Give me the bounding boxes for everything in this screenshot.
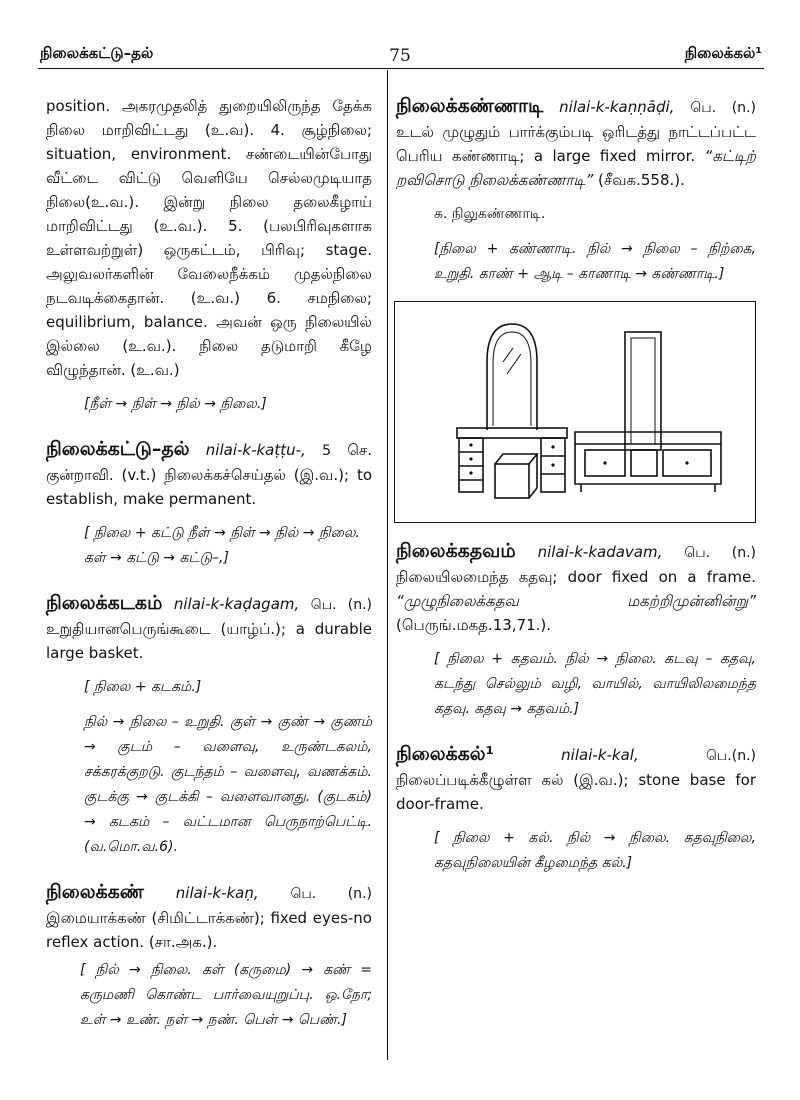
dictionary-entry — [46, 437, 372, 571]
entry-line — [46, 591, 372, 665]
running-head-right: நிலைக்கல்¹ — [684, 44, 762, 62]
entry-line — [396, 742, 756, 816]
standing-mirror-glass — [631, 338, 655, 444]
transliteration: nilai-k-kaḍagam, — [173, 595, 300, 613]
page-number-wrap — [0, 46, 800, 66]
headword: நிலைக்கதவம் — [396, 540, 516, 562]
mirror-reflection — [507, 354, 521, 374]
headword: நிலைக்கண் — [46, 881, 144, 903]
part-of-speech: பெ. (n.) — [684, 545, 756, 561]
mirror-furniture-drawing — [395, 302, 757, 522]
entry-line — [46, 880, 372, 954]
etymology: [ நிலை + கதவம். நில் → நிலை. கடவு – கதவு, கடந்து செல்லும் வழி, வாயில், வாயிலிலமைந்த கதவு. கதவு → கதவம்.] — [434, 651, 756, 717]
dictionary-entry — [46, 880, 372, 1033]
quote-source: (சீவக.558.). — [598, 171, 685, 189]
stool — [495, 464, 529, 498]
literary-quote: “முழுநிலைக்கதவ மகற்றிமுன்னின்று” — [396, 592, 756, 610]
etymology: [ நில் → நிலை. கள் (கருமை) → கண் = கருமணி கொண்ட பார்வையுறுப்பு. ஒ.நோ; உள் → உண். நள் → நண். பெள் → பெண்.] — [80, 962, 372, 1028]
etymology: [ நிலை + கடகம்.] — [84, 679, 202, 695]
entry-body: position. அகரமுதலித் துறையிலிருந்த தேக்க நிலை மாறிவிட்டது (உ.வ). 4. சூழ்நிலை; situation, environment. சண்டையின்போது வீட்டை விட்டு வெளியே செல்லமுடியாத நிலை(உ.வ.). இன்று நிலை தலைகீழாய் மாறிவிட்டது (உ.வ.). 5. (பலபிரிவுகளாக உள்ளவற்றுள்) ஒருகட்டம், பிரிவு; stage. அலுவலர்களின் வேலைநீக்கம் முதல்நிலை நடவடிக்கைதான். (உ.வ.) 6. சமநிலை; equilibrium, balance. அவன் ஒரு நிலையில் இல்லை (உ.வ.). நிலை தடுமாறி கீழே விழுந்தான். (உ.வ.) — [46, 97, 372, 379]
dressing-table-top — [457, 428, 567, 438]
column-divider — [387, 70, 388, 1060]
etymology: [நிலை + கண்ணாடி. நில் → நிலை – நிற்கை, உறுதி. காண் + ஆடி – காணாடி → கண்ணாடி.] — [434, 241, 756, 282]
dictionary-entry — [396, 94, 756, 523]
entry-body: உடல் முழுதும் பார்க்கும்படி ஒரிடத்து நாட்டப்பட்ட பெரிய கண்ணாடி; a large fixed mirror. — [396, 123, 756, 165]
transliteration: nilai-k-kaṭṭu-, — [205, 441, 306, 459]
part-of-speech: பெ. (n.) — [290, 886, 372, 902]
entry-body: செ. குன்றாவி. (v.t.) நிலைக்கச்செய்தல் (இ.வ.); to establish, make permanent. — [46, 441, 372, 508]
etymology: [ நிலை + கட்டு நீள் → நிள் → நில் → நிலை. கள் → கட்டு → கட்டு–,] — [84, 525, 360, 566]
headword: நிலைக்கண்ணாடி — [396, 95, 544, 117]
left-column — [46, 94, 372, 1033]
etymology-note: நில் → நிலை – உறுதி. குள் → குண் → குணம் → குடம் – வளைவு, உருண்டகலம், சக்கரக்குறடு. குடந்தம் – வளைவு, வணக்கம். குடக்கு → குடக்கி – வளைவானது. (குடகம்) → கடகம் – வட்டமான பெருநாற்பெட்டி. (வ.மொ.வ.6). — [84, 714, 372, 855]
page-number: 75 — [389, 46, 411, 66]
part-of-speech: பெ. (n.) — [690, 100, 756, 116]
literary-quote: “கட்டிற் றவிசொடு நிலைக்கண்ணாடி” — [396, 147, 756, 189]
headword: நிலைக்கல்¹ — [396, 743, 494, 765]
quote-source: (பெருங்.மகத.13,71.). — [396, 616, 552, 634]
right-column — [396, 94, 756, 876]
mirror-glass — [493, 332, 531, 426]
header-rule — [38, 68, 764, 69]
transliteration: nilai-k-kal, — [561, 746, 639, 764]
headword: நிலைக்கட்டு–தல் — [46, 438, 190, 460]
headword: நிலைக்கடகம் — [46, 592, 163, 614]
entry-body: நிலைப்படிக்கீழுள்ள கல் (இ.வ.); stone base for door-frame. — [396, 771, 756, 813]
transliteration: nilai-k-kaṇṇāḍi, — [559, 98, 675, 116]
etymology: [ நிலை + கல். நில் → நிலை. கதவுநிலை, கதவுநிலையின் கீழமைந்த கல்.] — [434, 830, 756, 871]
dictionary-entry — [396, 539, 756, 722]
entry-body: உறுதியானபெருங்கூடை (யாழ்ப்.); a durable large basket. — [46, 620, 372, 662]
dressing-table-illustration — [394, 301, 756, 523]
part-of-speech: பெ. (n.) — [310, 597, 372, 613]
transliteration: nilai-k-kaṇ, — [175, 884, 259, 902]
mirror-frame — [487, 324, 537, 430]
continued-entry — [46, 94, 372, 417]
dictionary-entry — [396, 742, 756, 876]
verb-class-number: 5 — [322, 443, 331, 459]
transliteration: nilai-k-kadavam, — [537, 543, 663, 561]
running-head-left: நிலைக்கட்டு–தல் — [40, 44, 154, 62]
entry-body: இமையாக்கண் (சிமிட்டாக்கண்); fixed eyes-no reflex action. (சா.அக.). — [46, 909, 372, 951]
entry-line — [46, 437, 372, 511]
entry-body: நிலையிலமைந்த கதவு; door fixed on a frame. — [396, 568, 756, 586]
etymology: [நீள் → நிள் → நில் → நிலை.] — [84, 396, 267, 412]
entry-line — [396, 94, 756, 192]
part-of-speech: பெ.(n.) — [705, 748, 756, 764]
dictionary-entry — [46, 591, 372, 860]
cognate-note: க. நிலுகண்ணாடி. — [434, 206, 546, 222]
mirror-reflection — [503, 348, 513, 362]
entry-line — [396, 539, 756, 637]
